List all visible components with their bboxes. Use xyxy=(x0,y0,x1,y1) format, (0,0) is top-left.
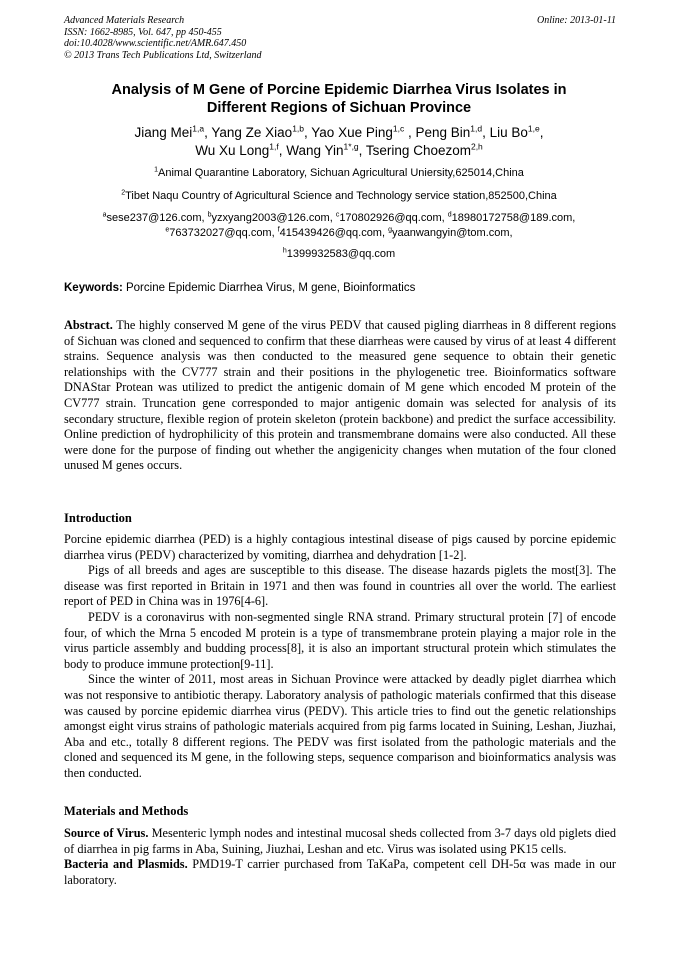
email-address: 170802926@qq.com, xyxy=(339,212,448,224)
affiliation-1 xyxy=(30,166,648,180)
affiliation-2 xyxy=(30,189,648,203)
email-superscript: f xyxy=(277,226,280,234)
email-superscript: b xyxy=(207,211,212,219)
author-superscript: 1,d xyxy=(470,123,483,134)
affiliation-text: Animal Quarantine Laboratory, Sichuan Agricultural Uniersity,625014,China xyxy=(158,167,524,179)
introduction-heading: Introduction xyxy=(64,511,132,525)
journal-name: Advanced Materials Research xyxy=(64,15,185,26)
abstract-label: Abstract. xyxy=(64,318,113,332)
author-separator: , xyxy=(404,125,416,140)
author-superscript: 1,c xyxy=(392,123,405,134)
abstract xyxy=(64,318,616,474)
paragraph: Porcine epidemic diarrhea (PED) is a highly contagious intestinal disease of pigs caused by porcine epidemic diarrhea virus (PEDV) characterized by vomiting, diarrhea and dehydration [1-2]. xyxy=(64,532,616,562)
author-superscript: 2,h xyxy=(470,141,483,152)
author-superscript: 1,a xyxy=(192,123,205,134)
author-line-2 xyxy=(40,142,638,160)
title-line-2: Different Regions of Sichuan Province xyxy=(206,100,472,116)
keywords-text: Porcine Epidemic Diarrhea Virus, M gene, Bioinformatics xyxy=(122,282,416,294)
author: Peng Bin xyxy=(415,125,471,140)
email-superscript: d xyxy=(447,211,452,219)
author-superscript: 1,f xyxy=(269,141,279,152)
paragraph: PEDV is a coronavirus with non-segmented single RNA strand. Primary structural protein [7] of encode four, of which the Mrna 5 encoded M protein is a type of transmembrane protein playing a major role in the virus particle assembly and budding process[8], it is also an important structural protein which stimulates the body to produce immune protection[9-11]. xyxy=(64,609,616,671)
author-separator: , xyxy=(204,125,212,140)
author-superscript: 1,b xyxy=(292,123,305,134)
author-separator: , xyxy=(278,143,287,158)
copyright: © 2013 Trans Tech Publications Ltd, Switzerland xyxy=(64,49,262,61)
subsection-label: Bacteria and Plasmids. xyxy=(64,857,188,872)
abstract-text: The highly conserved M gene of the virus PEDV that caused pigling diarrheas in 8 different regions of Sichuan was cloned and sequenced to confirm that these diarrheas were caused by virus of at least 4 different strains. Sequence analysis was then conducted to the measured gene sequence to obtain their genetic relationships with the CV777 strain and their positions in the phylogenetic tree. Bioinformatics software DNAStar Protean was utilized to predict the antigenic domain of M gene which encoded M protein of the CV777 strain. Truncation gene corresponded to major antigenic domain was selected for analysis of its secondary structure, flexible region of protein skeleton (protein backbone) and predict the surface accessibility. Online prediction of hydrophilicity of this protein and transmembrane domains were also conducted. All these were done for the purpose of finding out whether the angigenicity changes when mutation of the four cloned unused M genes occurs. xyxy=(64,318,616,473)
introduction-body xyxy=(64,532,616,782)
author: Jiang Mei xyxy=(134,125,193,140)
email-superscript: a xyxy=(102,211,107,219)
paragraph-text: Mesenteric lymph nodes and intestinal mucosal sheds collected from 3-7 days old piglets died of diarrhea in pig farms in Aba, Suining, Jiuzhai, Leshan and etc. Virus was isolated using PK15 cells. xyxy=(64,826,616,856)
email-superscript: g xyxy=(388,226,392,234)
email-address: 18980172758@189.com, xyxy=(451,212,576,224)
affiliation-superscript: 2 xyxy=(121,189,126,197)
subsection-label: Source of Virus. xyxy=(64,826,149,840)
doi: doi:10.4028/www.scientific.net/AMR.647.450 xyxy=(64,38,247,49)
email-list xyxy=(30,211,648,241)
author: Wu Xu Long xyxy=(195,143,270,158)
email-address: 415439426@qq.com, xyxy=(279,227,389,239)
email-address: yaanwangyin@tom.com, xyxy=(392,227,513,239)
paragraph xyxy=(64,826,616,857)
author-line-1 xyxy=(40,124,638,142)
email-address: 1399932583@qq.com xyxy=(286,248,396,260)
methods-heading: Materials and Methods xyxy=(64,804,189,818)
keywords-label: Keywords: xyxy=(64,282,123,294)
author-list xyxy=(40,124,638,160)
author-superscript: 1*,g xyxy=(343,141,359,152)
title-line-1: Analysis of M Gene of Porcine Epidemic Diarrhea Virus Isolates in xyxy=(111,82,567,98)
email-superscript: e xyxy=(165,226,170,234)
author-superscript: 1,e xyxy=(527,123,540,134)
paragraph-text: PMD19-T carrier purchased from TaKaPa, competent cell DH-5α was made in our laboratory. xyxy=(64,857,616,887)
author: Tsering Choezom xyxy=(365,143,471,158)
author-separator: , xyxy=(482,125,490,140)
author-separator: , xyxy=(539,125,544,140)
issn: ISSN: 1662-8985, Vol. 647, pp 450-455 xyxy=(64,26,222,38)
methods-body xyxy=(64,826,616,888)
email-address: 763732027@qq.com, xyxy=(169,227,278,239)
author: Liu Bo xyxy=(489,125,528,140)
email-line-2 xyxy=(30,226,648,241)
paragraph: Since the winter of 2011, most areas in Sichuan Province were attacked by deadly piglet diarrhea which was not responsive to antibiotic therapy. Laboratory analysis of pathologic materials confirmed that this disease was caused by porcine epidemic diarrhea virus (PEDV). This article tries to find out the genetic relationships amongst eight virus strains of pathologic materials acquired from pig farms located in Suining, Leshan, Jiuzhai, Aba and etc., totally 8 different regions. The PEDV was first isolated from the pathologic materials and the cloned and sequenced its M gene, in the following steps, sequence comparison and bioinformatics analysis was then conducted. xyxy=(64,672,616,780)
paper-title xyxy=(40,81,638,117)
email-address: yzxyang2003@126.com, xyxy=(211,212,336,224)
affiliation-text: Tibet Naqu Country of Agricultural Science and Technology service station,852500,China xyxy=(125,190,557,202)
journal-header xyxy=(64,15,616,61)
online-date: Online: 2013-01-11 xyxy=(537,15,616,26)
affiliation-superscript: 1 xyxy=(154,166,159,174)
email-superscript: c xyxy=(335,211,340,219)
email-address: sese237@126.com, xyxy=(106,212,208,224)
author: Yang Ze Xiao xyxy=(211,125,293,140)
author: Wang Yin xyxy=(286,143,344,158)
author-separator: , xyxy=(358,143,366,158)
author-separator: , xyxy=(304,125,312,140)
paragraph: Pigs of all breeds and ages are susceptible to this disease. The disease hazards piglets the most[3]. The disease was first reported in Britain in 1971 and then was found in countries all over the world. The earliest report of PED in China was in 1976[4-6]. xyxy=(64,563,616,609)
keywords xyxy=(64,281,616,295)
email-line-3 xyxy=(30,247,648,261)
email-superscript: h xyxy=(282,247,287,255)
email-line-1 xyxy=(30,211,648,226)
author: Yao Xue Ping xyxy=(311,125,393,140)
paragraph xyxy=(64,857,616,888)
